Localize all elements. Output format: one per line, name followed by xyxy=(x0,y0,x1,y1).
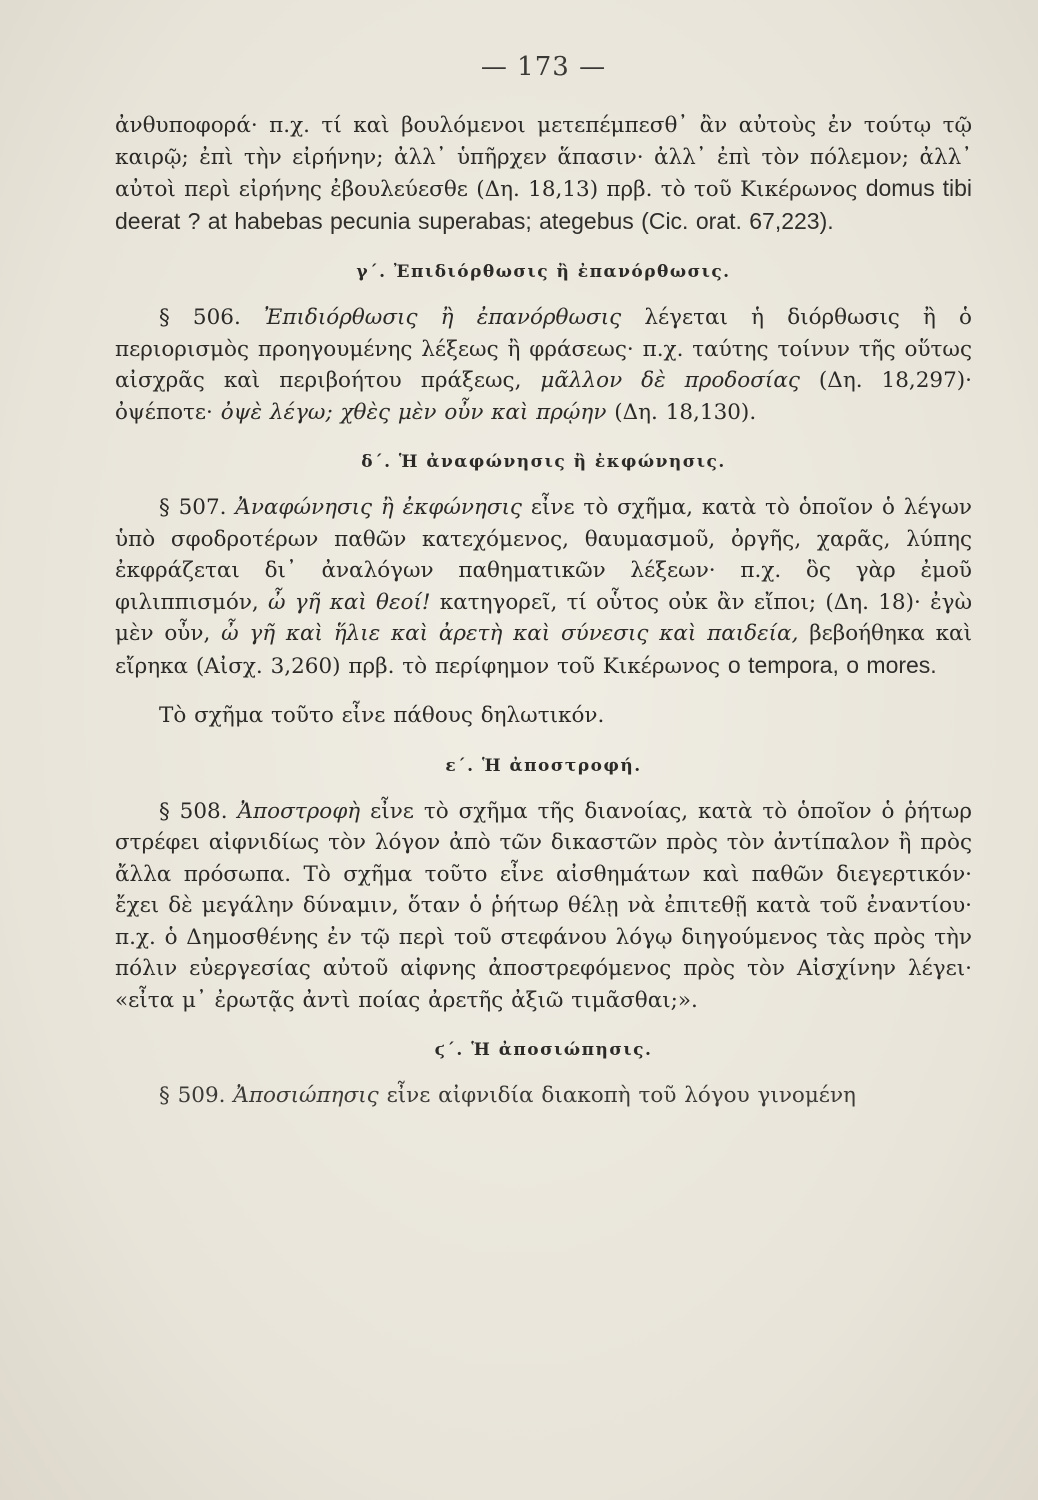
paragraph-506 xyxy=(115,302,972,428)
paragraph-number: § 506. xyxy=(159,305,241,330)
latin-quote: o tempora, o mores. xyxy=(727,651,937,678)
paragraph-509 xyxy=(115,1080,972,1112)
section-heading-delta: δ΄. Ἡ ἀναφώνησις ἢ ἐκφώνησις. xyxy=(361,452,726,472)
paragraph-507-note: Τὸ σχῆμα τοῦτο εἶνε πάθους δηλωτικόν. xyxy=(159,703,605,728)
page-number: — 173 — xyxy=(480,52,607,82)
paragraph-number: § 508. xyxy=(159,798,228,824)
paragraph-term: Ἀποστροφὴ xyxy=(237,798,361,824)
section-heading-gamma: γ΄. Ἐπιδιόρθωσις ἢ ἐπανόρθωσις. xyxy=(356,262,731,282)
intro-latin-quote: domus tibi deerat ? at habebas pecunia superabas; ategebus (Cic. orat. 67,223). xyxy=(115,175,972,234)
paragraph-text: εἶνε αἰφνιδία διακοπὴ τοῦ λόγου γινομένη xyxy=(386,1083,856,1108)
paragraph-507 xyxy=(115,492,972,682)
paragraph-number: § 509. xyxy=(159,1083,226,1108)
paragraph-italic-quote: μᾶλλον δὲ προδοσίας xyxy=(540,368,800,393)
paragraph-number: § 507. xyxy=(159,495,227,520)
paragraph-text: κατηγορεῖ, τί οὗτος οὐκ ἂν εἴποι; (Δη. 18)· ἐγὼ μὲν οὖν, xyxy=(115,589,972,646)
paragraph-italic-quote: ὀψὲ λέγω; χθὲς μὲν οὖν καὶ πρῴην xyxy=(220,399,607,425)
paragraph-508 xyxy=(115,796,972,1017)
paragraph-text: εἶνε τὸ σχῆμα, κατὰ τὸ ὁποῖον ὁ λέγων ὑπὸ σφοδροτέρων παθῶν κατεχόμενος, θαυμασμοῦ, ὀργῆς, χαρᾶς, λύπης ἐκφράζεται δι᾽ ἀναλόγων παθηματικῶν λέξεων· π.χ. ὃς γὰρ ἐμοῦ φιλιππισμόν, xyxy=(115,495,972,615)
paragraph-term: Ἀναφώνησις ἢ ἐκφώνησις xyxy=(235,495,522,520)
paragraph-italic-quote: ὦ γῆ καὶ ἥλιε καὶ ἀρετὴ καὶ σύνεσις καὶ παιδεία, xyxy=(221,621,799,646)
paragraph-text: εἶνε τὸ σχῆμα τῆς διανοίας, κατὰ τὸ ὁποῖον ὁ ῥήτωρ στρέφει αἰφνιδίως τὸν λόγον ἀπὸ τῶν δικαστῶν πρὸς τὸν ἀντίπαλον ἢ πρὸς ἄλλα πρόσωπα. Τὸ σχῆμα τοῦτο εἶνε αἰσθημάτων καὶ παθῶν διεγερτικόν· ἔχει δὲ μεγάλην δύναμιν, ὅταν ὁ ῥήτωρ θέλῃ νὰ ἐπιτεθῇ κατὰ τοῦ ἐναντίου· π.χ. ὁ Δημοσθένης ἐν τῷ περὶ τοῦ στεφάνου λόγῳ διηγούμενος τὰς πρὸς τὴν πόλιν εὐεργεσίας αὐτοῦ αἰφνης ἀποστρεφόμενος πρὸς τὸν Αἰσχίνην λέγει· «εἶτα μ᾽ ἐρωτᾷς ἀντὶ ποίας ἀρετῆς ἀξιῶ τιμᾶσθαι;». xyxy=(115,798,972,1013)
paragraph-text: (Δη. 18,130). xyxy=(614,399,757,425)
paragraph-text: βεβοήθηκα καὶ εἴρηκα (Αἰσχ. 3,260) πρβ. τὸ περίφημον τοῦ Κικέρωνος xyxy=(115,621,972,679)
paragraph-italic-quote: ὦ γῆ καὶ θεοί! xyxy=(267,589,431,615)
intro-greek-text: ἀνθυποφορά· π.χ. τί καὶ βουλόμενοι μετεπέμπεσθ᾽ ἂν αὐτοὺς ἐν τούτῳ τῷ καιρῷ; ἐπὶ τὴν εἰρήνην; ἀλλ᾽ ὑπῆρχεν ἅπασιν· ἀλλ᾽ ἐπὶ τὸν πόλεμον; ἀλλ᾽ αὐτοὶ περὶ εἰρήνης ἐβουλεύεσθε (Δη. 18,13) πρβ. τὸ τοῦ Κικέρωνος xyxy=(115,113,972,202)
paragraph-term: Ἀποσιώπησις xyxy=(233,1083,379,1108)
paragraph-text: λέγεται ἡ διόρθωσις ἢ ὁ περιορισμὸς προηγουμένης λέξεως ἢ φράσεως· π.χ. ταύτης τοίνυν τῆς οὕτως αἰσχρᾶς καὶ περιβοήτου πράξεως, xyxy=(115,305,972,393)
section-heading-stigma: ϛ΄. Ἡ ἀποσιώπησις. xyxy=(434,1040,653,1060)
section-heading-epsilon: ε΄. Ἡ ἀποστροφή. xyxy=(445,755,642,776)
paragraph-term: Ἐπιδιόρθωσις ἢ ἐπανόρθωσις xyxy=(264,305,622,330)
paragraph-text: (Δη. 18,297)· ὀψέποτε· xyxy=(115,368,972,425)
intro-paragraph xyxy=(115,110,972,238)
